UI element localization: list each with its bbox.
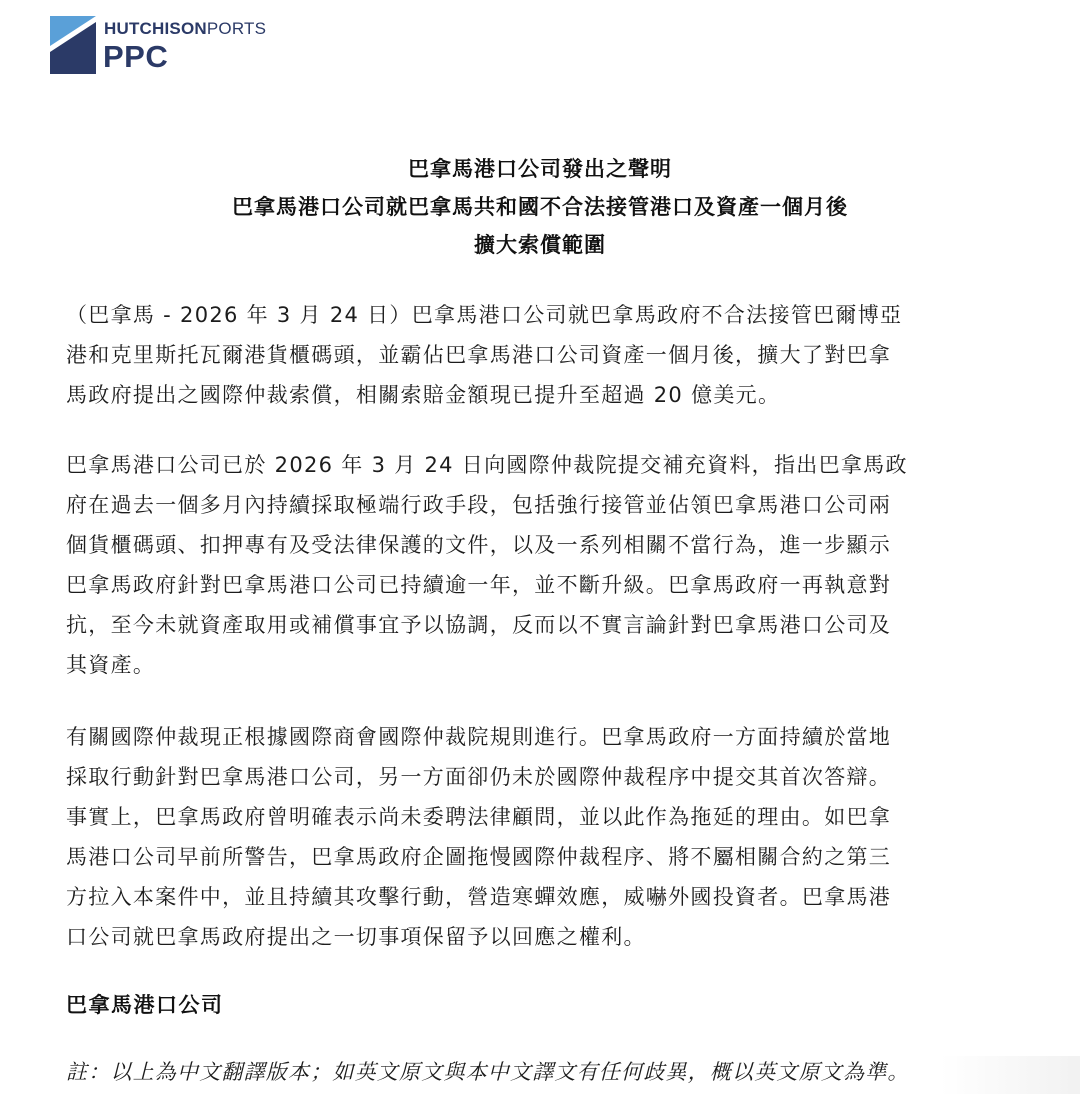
- logo-brand-text: [104, 19, 266, 39]
- paragraph-line: 馬港口公司早前所警告，巴拿馬政府企圖拖慢國際仲裁程序、將不屬相關合約之第三: [66, 845, 892, 869]
- paragraph-line: 其資產。: [66, 653, 156, 677]
- statement-title: [0, 150, 1080, 264]
- paragraph-line: 港和克里斯托瓦爾港貨櫃碼頭，並霸佔巴拿馬港口公司資產一個月後，擴大了對巴拿: [66, 343, 892, 367]
- logo-brand-bold: HUTCHISON: [104, 19, 207, 38]
- paragraph-line: 方拉入本案件中，並且持續其攻擊行動，營造寒蟬效應，威嚇外國投資者。巴拿馬港: [66, 885, 892, 909]
- paragraph-line: 巴拿馬港口公司已於 2026 年 3 月 24 日向國際仲裁院提交補充資料，指出巴拿馬政: [66, 453, 908, 477]
- paragraph-line: 抗，至今未就資產取用或補償事宜予以協調，反而以不實言論針對巴拿馬港口公司及: [66, 613, 892, 637]
- paragraph-3: [66, 717, 1016, 957]
- paragraph-line: 採取行動針對巴拿馬港口公司，另一方面卻仍未於國際仲裁程序中提交其首次答辯。: [66, 765, 892, 789]
- paragraph-line: 口公司就巴拿馬政府提出之一切事項保留予以回應之權利。: [66, 925, 646, 949]
- logo-brand-light: PORTS: [206, 19, 267, 38]
- paragraph-line: （巴拿馬 - 2026 年 3 月 24 日）巴拿馬港口公司就巴拿馬政府不合法接管巴爾博亞: [66, 303, 903, 327]
- paragraph-line: 事實上，巴拿馬政府曾明確表示尚未委聘法律顧問，並以此作為拖延的理由。如巴拿: [66, 805, 892, 829]
- title-line-3: 擴大索償範圍: [474, 233, 606, 257]
- paragraph-1: [66, 295, 1016, 415]
- paragraph-line: 府在過去一個多月內持續採取極端行政手段，包括強行接管並佔領巴拿馬港口公司兩: [66, 493, 892, 517]
- title-line-2: 巴拿馬港口公司就巴拿馬共和國不合法接管港口及資產一個月後: [232, 195, 848, 219]
- bottom-edge-fade: [940, 1056, 1080, 1094]
- paragraph-2: [66, 445, 1016, 685]
- paragraph-line: 有關國際仲裁現正根據國際商會國際仲裁院規則進行。巴拿馬政府一方面持續於當地: [66, 725, 892, 749]
- paragraph-line: 馬政府提出之國際仲裁索償，相關索賠金額現已提升至超過 20 億美元。: [66, 383, 781, 407]
- paragraph-line: 個貨櫃碼頭、扣押專有及受法律保護的文件，以及一系列相關不當行為，進一步顯示: [66, 533, 892, 557]
- ppc-logo-mark-icon: [50, 16, 96, 74]
- title-line-1: 巴拿馬港口公司發出之聲明: [408, 157, 672, 181]
- logo-sub-text: PPC: [103, 39, 169, 74]
- hutchison-ports-ppc-logo: [50, 16, 290, 78]
- paragraph-line: 巴拿馬政府針對巴拿馬港口公司已持續逾一年，並不斷升級。巴拿馬政府一再執意對: [66, 573, 892, 597]
- signature-company: 巴拿馬港口公司: [66, 993, 224, 1017]
- translation-note: 註：以上為中文翻譯版本；如英文原文與本中文譯文有任何歧異，概以英文原文為準。: [66, 1060, 910, 1084]
